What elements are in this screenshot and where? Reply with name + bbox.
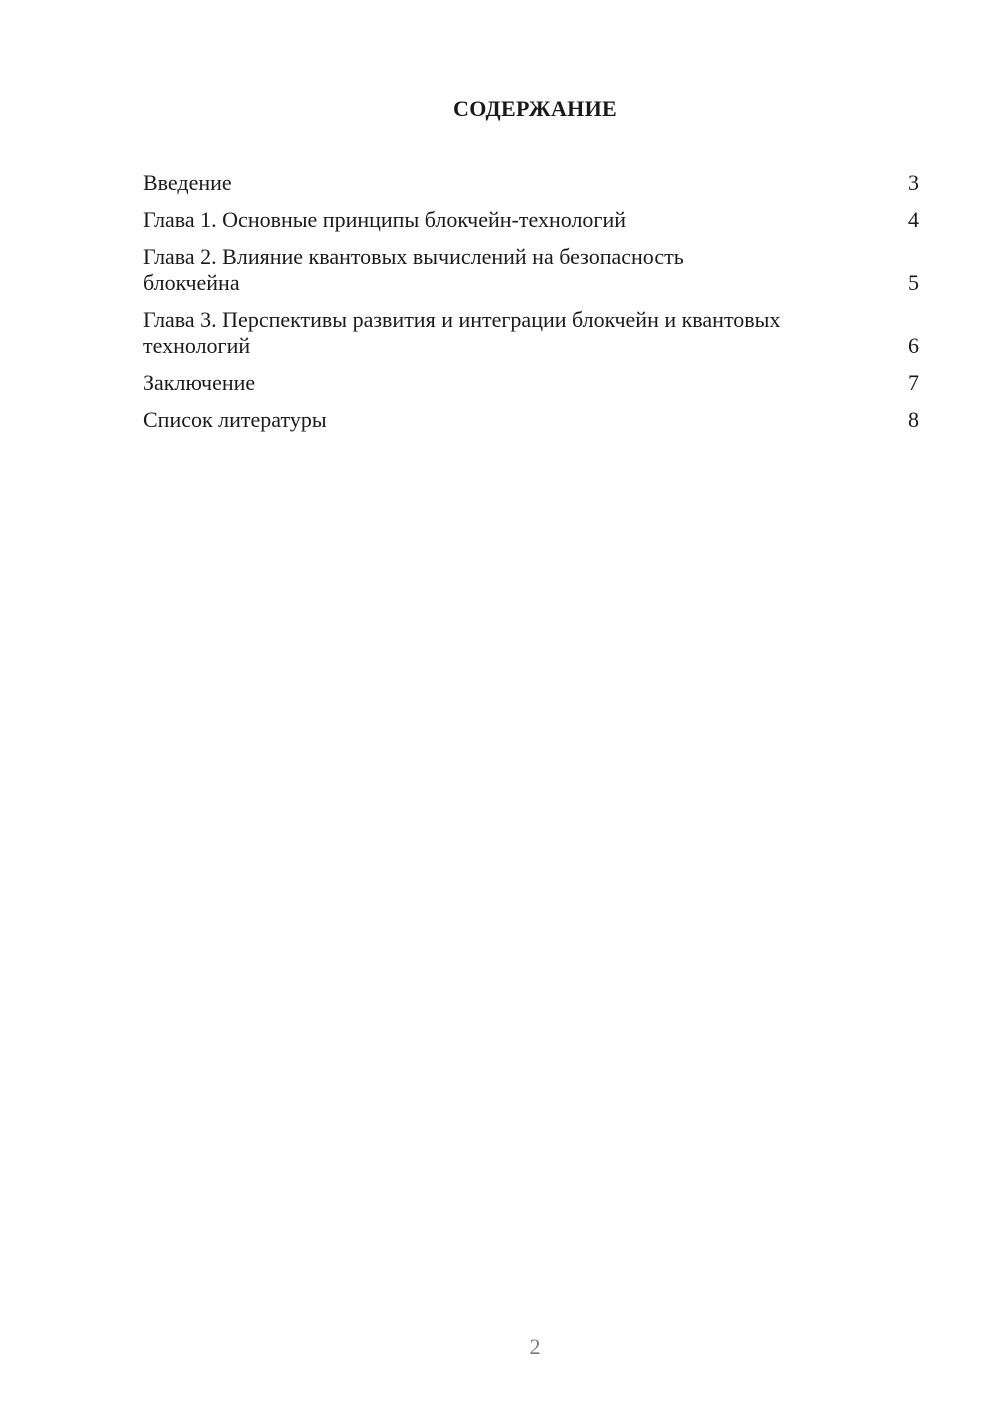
table-of-contents: [143, 170, 919, 444]
toc-entry-label: Введение: [143, 170, 232, 195]
toc-entry-label: Глава 1. Основные принципы блокчейн-технологий: [143, 207, 627, 232]
toc-entry-page: 7: [908, 370, 919, 395]
toc-entry-conclusion[interactable]: [143, 370, 919, 396]
toc-entry-label: Список литературы: [143, 407, 327, 432]
toc-entry-chapter-3[interactable]: [143, 307, 919, 359]
toc-entry-label: Глава 2. Влияние квантовых вычислений на безопасность блокчейна: [143, 244, 684, 295]
page-number: 2: [529, 1334, 541, 1359]
page-title: СОДЕРЖАНИЕ: [453, 96, 617, 121]
toc-entry-label: Заключение: [143, 370, 256, 395]
toc-entry-references[interactable]: [143, 407, 919, 433]
toc-entry-page: 3: [908, 170, 919, 195]
toc-entry-chapter-2[interactable]: [143, 244, 919, 296]
toc-entry-page: 6: [908, 333, 919, 358]
toc-entry-page: 4: [908, 207, 919, 232]
toc-entry-page: 8: [908, 407, 919, 432]
toc-entry-introduction[interactable]: [143, 170, 919, 196]
toc-entry-chapter-1[interactable]: [143, 207, 919, 233]
toc-entry-page: 5: [908, 270, 919, 295]
toc-entry-label: Глава 3. Перспективы развития и интеграции блокчейн и квантовых технологий: [143, 307, 781, 358]
